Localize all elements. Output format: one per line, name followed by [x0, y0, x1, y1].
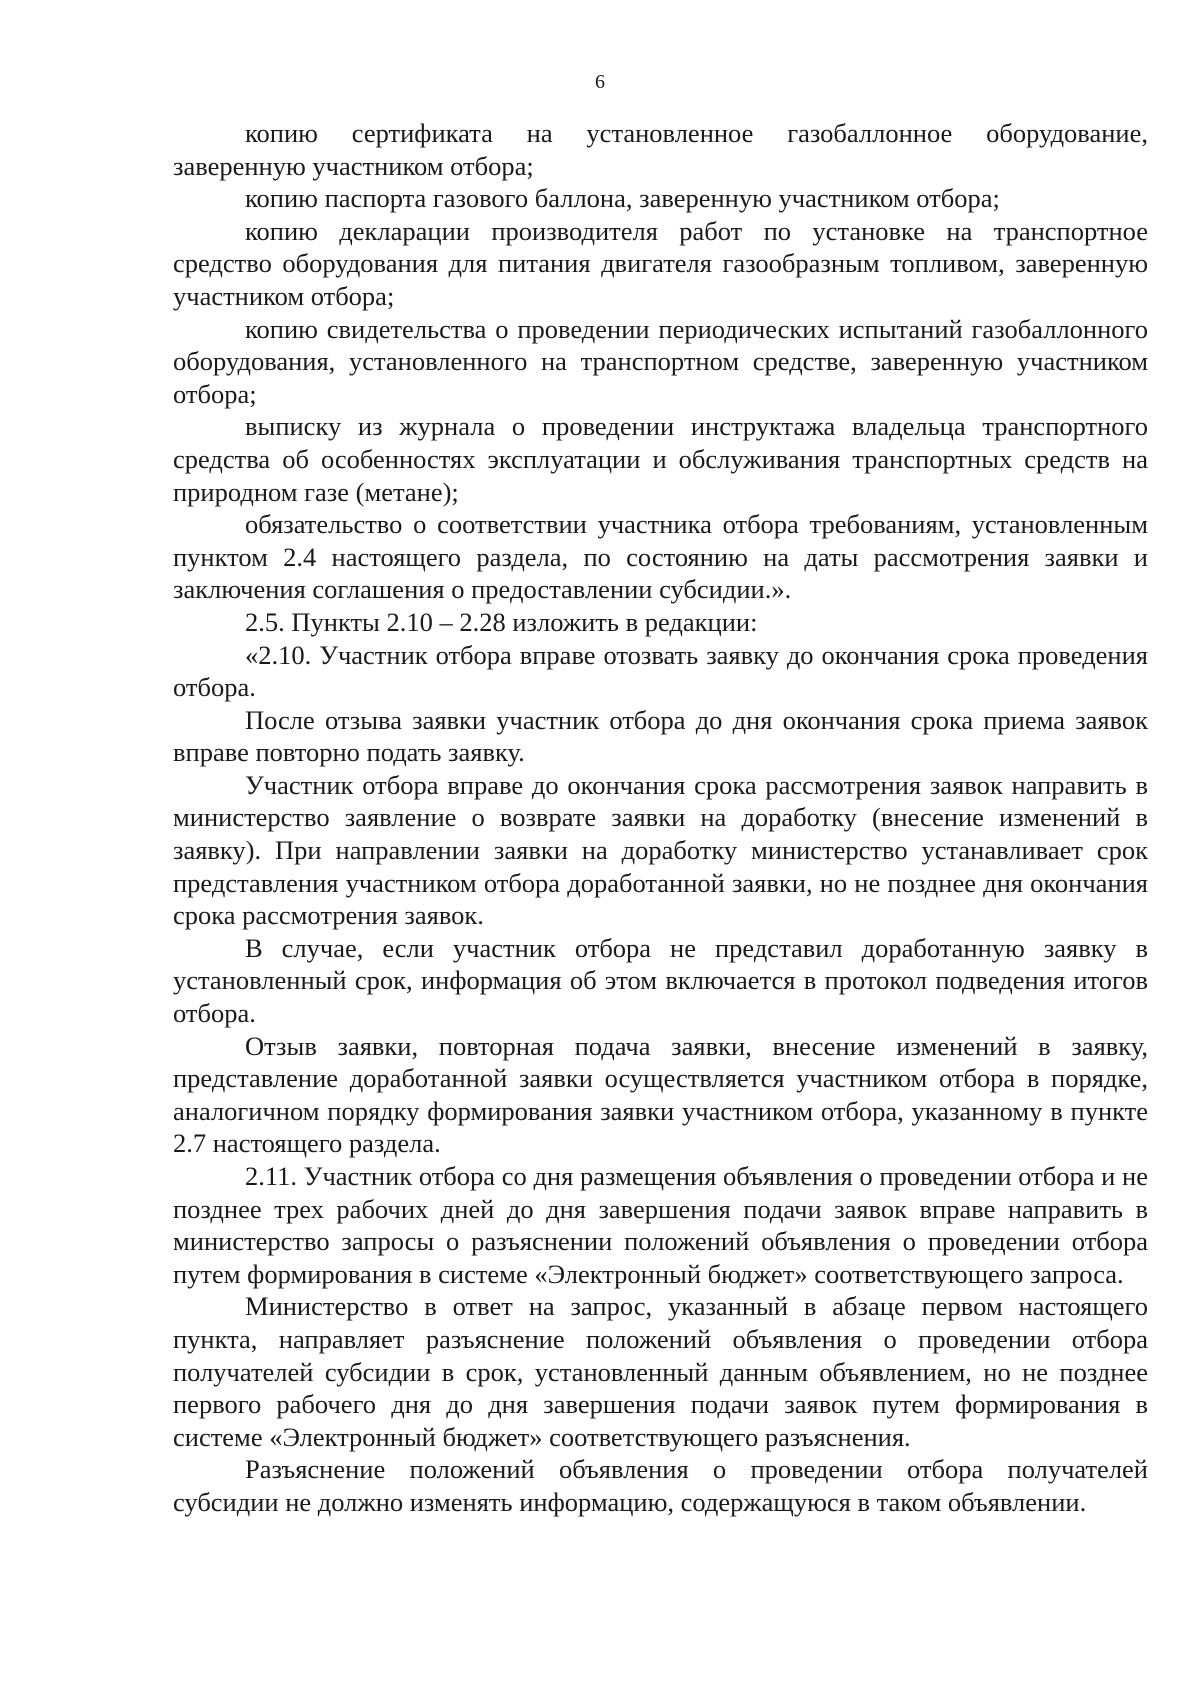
paragraph-clarification-limit: Разъяснение положений объявления о проведении отбора получателей субсидии не должно изменять информацию, содержащуюся в таком объявлении. — [173, 1454, 1148, 1517]
paragraph-after-withdrawal: После отзыва заявки участник отбора до дня окончания срока приема заявок вправе повторно подать заявку. — [173, 704, 1148, 768]
paragraph-not-submitted: В случае, если участник отбора не представил доработанную заявку в установленный срок, информация об этом включается в протокол подведения итогов отбора. — [173, 932, 1148, 1029]
paragraph-section-2-10: «2.10. Участник отбора вправе отозвать заявку до окончания срока проведения отбора. — [173, 639, 1148, 703]
paragraph-section-2-5: 2.5. Пункты 2.10 – 2.28 изложить в редакции: — [245, 606, 758, 637]
paragraph-passport-copy: копию паспорта газового баллона, заверенную участником отбора; — [245, 183, 1000, 214]
paragraph-ministry-response: Министерство в ответ на запрос, указанный в абзаце первом настоящего пункта, направляет разъяснение положений объявления о проведении отбора получателей субсидии в срок, установленный данным объявлением, но не позднее первого рабочего дня до дня завершения подачи заявок путем формирования в системе «Электронный бюджет» соответствующего разъяснения. — [173, 1291, 1148, 1452]
page-number: 6 — [595, 71, 605, 93]
paragraph-withdrawal-procedure: Отзыв заявки, повторная подача заявки, внесение изменений в заявку, представление доработанной заявки осуществляется участником отбора в порядке, аналогичном порядку формирования заявки участником отбора, указанному в пункте 2.7 настоящего раздела. — [173, 1030, 1148, 1159]
paragraph-declaration-copy: копию декларации производителя работ по установке на транспортное средство оборудования для питания двигателя газообразным топливом, заверенную участником отбора; — [173, 215, 1148, 311]
paragraph-obligation: обязательство о соответствии участника отбора требованиям, установленным пунктом 2.4 настоящего раздела, по состоянию на даты рассмотрения заявки и заключения соглашения о предоставлении субсидии.». — [173, 509, 1148, 605]
paragraph-journal-extract: выписку из журнала о проведении инструктажа владельца транспортного средства об особенностях эксплуатации и обслуживания транспортных средств на природном газе (метане); — [173, 411, 1148, 507]
document-body — [173, 117, 1148, 1519]
paragraph-certificate-testing: копию свидетельства о проведении периодических испытаний газобаллонного оборудования, установленного на транспортном средстве, заверенную участником отбора; — [173, 313, 1148, 409]
paragraph-revision-request: Участник отбора вправе до окончания срока рассмотрения заявок направить в министерство заявление о возврате заявки на доработку (внесение изменений в заявку). При направлении заявки на доработку министерство устанавливает срок представления участником отбора доработанной заявки, но не позднее дня окончания срока рассмотрения заявок. — [173, 769, 1148, 931]
paragraph-certificate-copy: копию сертификата на установленное газобаллонное оборудование, заверенную участником отбора; — [173, 118, 1148, 181]
paragraph-section-2-11: 2.11. Участник отбора со дня размещения объявления о проведении отбора и не позднее трех рабочих дней до дня завершения подачи заявок вправе направить в министерство запросы о разъяснении положений объявления о проведении отбора путем формирования в системе «Электронный бюджет» соответствующего запроса. — [173, 1161, 1148, 1289]
